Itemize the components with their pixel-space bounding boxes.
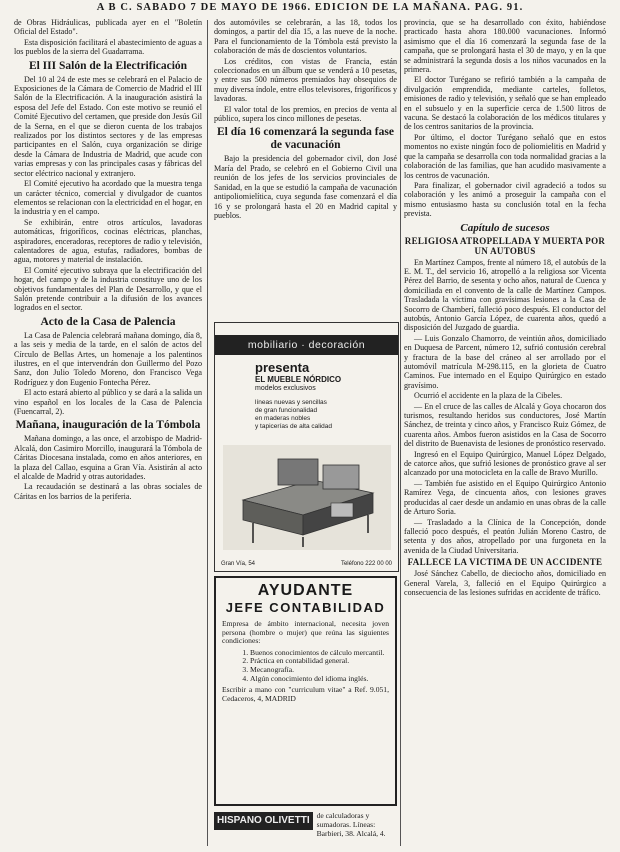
article-paragraph: Del 10 al 24 de este mes se celebrará en el Palacio de Exposiciones de la Cámara de Comercio de Madrid el III Salón de la Electrificación. A la inauguración asistirá la esposa del Jefe del Estado. Con este motivo se reunió el Comité Ejecutivo del certamen, que preside don Jesús Gil de la Serna, en el que se dieron cuenta de los trabajos realizados por los distintos sectores y de las empresas participantes en el Salón, cuya organización se dirige desde la Cámara de Industria de Madrid, que acude con varias empresas y con las principales casas y fábricas del sector eléctrico nacional y extranjero. — [14, 74, 202, 178]
article-paragraph: — Luis Gonzalo Chamorro, de veintiún años, domiciliado en Duquesa de Parcent, número 12, sufrió contusión cerebral y fractura de la base del cráneo al ser arrollado por el automóvil matrícula M-298.115, en la glorieta de Cuatro Caminos. Fue internado en el Equipo Quirúrgico en estado gravísimo. — [404, 333, 606, 390]
ad-small-text: en maderas nobles — [255, 415, 311, 422]
column-1 — [14, 18, 202, 846]
article-paragraph: Los créditos, con vistas de Francia, están coleccionados en un álbum que se venderá a 10 pesetas, y entre sus 500 números premiados hay obsequios de muy diversa índole, entre ellos televisores, frigoríficos y lavadoras. — [214, 56, 397, 104]
column-rule — [400, 20, 401, 846]
job-requirement: 3. Mecanografía. — [250, 666, 389, 675]
article-paragraph: El valor total de los premios, en precios de venta al público, supera los cinco millones de pesetas. — [214, 104, 397, 124]
furniture-illustration — [223, 445, 391, 550]
ad-logo: HISPANO OLIVETTI — [214, 812, 313, 830]
headline-casa-palencia: Acto de la Casa de Palencia — [40, 315, 176, 328]
ad-line: modelos exclusivos — [255, 385, 316, 392]
job-intro: Empresa de ámbito internacional, necesita joven persona (hombre o mujer) que reúna las siguientes condiciones: — [222, 619, 389, 646]
column-3 — [404, 18, 606, 846]
article-paragraph: Ocurrió el accidente en la plaza de la Cibeles. — [414, 391, 563, 401]
job-title-line2: JEFE CONTABILIDAD — [225, 600, 386, 615]
ad-brand: presenta — [255, 360, 310, 375]
section-heading: Capítulo de sucesos — [460, 221, 550, 234]
job-requirement: 2. Práctica en contabilidad general. — [250, 657, 389, 666]
column-rule — [207, 20, 208, 846]
job-contact: Escribir a mano con "curriculum vitae" a Ref. 9.051, Cedaceros, 4, MADRID — [222, 685, 389, 703]
subheading: RELIGIOSA ATROPELLADA Y MUERTA POR UN AUTOBUS — [404, 235, 606, 256]
job-requirement: 4. Algún conocimiento del idioma inglés. — [250, 675, 389, 684]
headline-vacunacion: El día 16 comenzará la segunda fase de vacunación — [217, 126, 394, 152]
article-paragraph: La recaudación se destinará a las obras sociales de Cáritas en los barrios de la periferia. — [14, 482, 202, 501]
article-paragraph: El Comité ejecutivo subraya que la electrificación del hogar, del campo y de la industria constituye uno de los objetivos fundamentales del Plan de Desarrollo, y que el Salón pretende contribuir a la difusión de los avances logrados en el sector. — [14, 265, 202, 313]
article-paragraph: Por último, el doctor Turégano señaló que en estos momentos no existe ningún foco de poliomielitis en Madrid y que la campaña se desarrolla con toda normalidad gracias a la colaboración de las familias, que han acudido masivamente a los centros de vacunación. — [404, 132, 606, 180]
article-paragraph: — Trasladado a la Clínica de la Concepción, donde falleció poco después, el peatón Julián Moreno Castro, de setenta y dos años, atropellado por una furgoneta en la avenida de la Ciudad Universitaria. — [404, 517, 606, 555]
article-paragraph: — También fue asistido en el Equipo Quirúrgico Antonio Ramírez Vega, de cincuenta años, con lesiones graves producidas al caer desde un andamio en unas obras de la calle de Arturo Soria. — [404, 478, 606, 517]
ad-small-text: y tapicerías de alta calidad — [255, 423, 332, 430]
ad-small-text: de gran funcionalidad — [255, 407, 318, 414]
article-paragraph: El Comité ejecutivo ha acordado que la muestra tenga un carácter técnico, comercial y divulgador de cuantos elementos se relacionan con la electricidad en el hogar, en la industria y en el campo. — [14, 179, 202, 217]
article-paragraph: La Casa de Palencia celebrará mañana domingo, día 8, a las seis y media de la tarde, en el salón de actos del Círculo de Bellas Artes, un homenaje a los palentinos ilustres, en el que intervendrán don Guillermo del Pozo Sanz, don Julio Toledo Moreno, don Francisco Vega Rodríguez y don Eugenio Fontecha Pérez. — [14, 330, 202, 387]
article-paragraph: Para finalizar, el gobernador civil agradeció a todos su colaboración y les animó a proseguir la campaña con el mismo entusiasmo hasta su conclusión total en la fecha prevista. — [404, 180, 606, 219]
headline-electrificacion: El III Salón de la Electrificación — [28, 59, 188, 72]
ad-address: Gran Vía, 54 — [221, 561, 256, 567]
article-paragraph: — En el cruce de las calles de Alcalá y Goya chocaron dos turismos, resultando heridos sus conductores, José Martín Sánchez, de treinta y cinco años, y Francisco Ruiz Gómez, de cuarenta años. Ambos fueron asistidos en la Casa de Socorro del distrito de Buenavista de lesiones de pronóstico reservado. — [404, 401, 606, 449]
ad-phone: Teléfono 222 00 00 — [340, 561, 392, 567]
article-paragraph: dos automóviles se celebrarán, a las 18, todos los domingos, a partir del día 15, a las nueve de la noche. Para el funcionamiento de la Tómbola está previsto la colaboración de más de doscientos voluntarios. — [214, 18, 397, 56]
column-2 — [214, 18, 397, 318]
ad-line: EL MUEBLE NÓRDICO — [255, 375, 342, 384]
article-paragraph: provincia, que se ha desarrollado con éxito, habiéndose practicado hasta ahora 180.000 vacunaciones. Informó asimismo que el día 16 comenzará la segunda fase de la campaña, que se prolongará hasta el 30 de mayo, y en la que se administrará la segunda dosis a los niños vacunados en la primera. — [404, 18, 606, 75]
article-paragraph: Se exhibirán, entre otros artículos, lavadoras automáticas, frigoríficos, cocinas eléctricas, planchas, aspiradores, enceradoras, receptores de radio y televisión, calentadores de agua, estufas, radiadores, bombas de agua, motores y material de instalación. — [14, 217, 202, 265]
article-paragraph: Ingresó en el Equipo Quirúrgico, Manuel López Delgado, de catorce años, que sufrió lesiones de pronóstico grave al ser alcanzado por una motocicleta en la calle de Bravo Murillo. — [404, 449, 606, 478]
job-requirement: 1. Buenos conocimientos de cálculo mercantil. — [250, 649, 389, 658]
headline-tombola: Mañana, inauguración de la Tómbola — [15, 419, 201, 432]
bottom-advertisement — [214, 812, 397, 846]
ad-footer — [221, 561, 392, 567]
masthead: A B C. SABADO 7 DE MAYO DE 1966. EDICION DE LA MAÑANA. PAG. 91. — [96, 2, 524, 13]
article-paragraph: Mañana domingo, a las once, el arzobispo de Madrid-Alcalá, don Casimiro Morcillo, inaugurará la Tómbola de Cáritas Diocesana instalada, como en años anteriores, en la plaza del Callao, esquina a Gran Vía. Asistirán al acto el alcalde de Madrid y otras autoridades. — [14, 434, 202, 482]
article-paragraph: El doctor Turégano se refirió también a la campaña de divulgación emprendida, mediante carteles, folletos, emisiones de radio y televisión, y señaló que se han empleado en el subsuelo y en la superficie cerca de 1.500 litros de vacuna. Se destacó la colaboración de los médicos titulares y de los centros sanitarios de la provincia. — [404, 75, 606, 132]
article-paragraph: Bajo la presidencia del gobernador civil, don José María del Prado, se celebró en el Gobierno Civil una reunión de los jefes de los servicios provinciales de Sanidad, en la que se estudió la campaña de vacunación antipoliomielítica, cuya segunda fase comenzará el día 16 y se prolongará hasta el 20 en Madrid capital y pueblos. — [214, 154, 397, 220]
furniture-advertisement — [214, 322, 399, 572]
ad-small-text: líneas nuevas y sencillas — [255, 399, 327, 406]
subheading: FALLECE LA VICTIMA DE UN ACCIDENTE — [407, 557, 603, 568]
job-advertisement — [214, 576, 397, 806]
ad-text: de calculadoras y sumadoras. Líneas: Barbieri, 38. Alcalá, 4. — [316, 812, 386, 838]
article-paragraph: José Sánchez Cabello, de dieciocho años, domiciliado en General Varela, 3, falleció en el Equipo Quirúrgico a consecuencia de las lesiones sufridas en accidente de tráfico. — [404, 569, 606, 597]
job-requirements — [222, 649, 389, 683]
ad-band: mobiliario · decoración — [215, 335, 398, 355]
job-title-line1: AYUDANTE — [257, 582, 354, 599]
article-paragraph: En Martínez Campos, frente al número 18, el autobús de la E. M. T., del servicio 16, atropelló a la religiosa sor Vicenta Pérez del Barrio, de sesenta y ocho años, natural de Cuenca y domiciliada en el convento de la calle de Martínez Campos. Trasladada la víctima con gravísimas lesiones a la Casa de Socorro de Chamberí, falleció poco después. El conductor del autobús, Antonio García López, de cuarenta años, quedó a disposición del Juzgado de guardia. — [404, 257, 606, 333]
article-paragraph: El acto estará abierto al público y se dará a la salida un vino español en los locales de la Casa de Palencia (Fuencarral, 2). — [14, 388, 202, 417]
article-paragraph: de Obras Hidráulicas, publicada ayer en el "Boletín Oficial del Estado". — [14, 18, 202, 37]
article-paragraph: Esta disposición facilitará el abastecimiento de aguas a los pueblos de la sierra del Guadarrama. — [14, 37, 202, 57]
